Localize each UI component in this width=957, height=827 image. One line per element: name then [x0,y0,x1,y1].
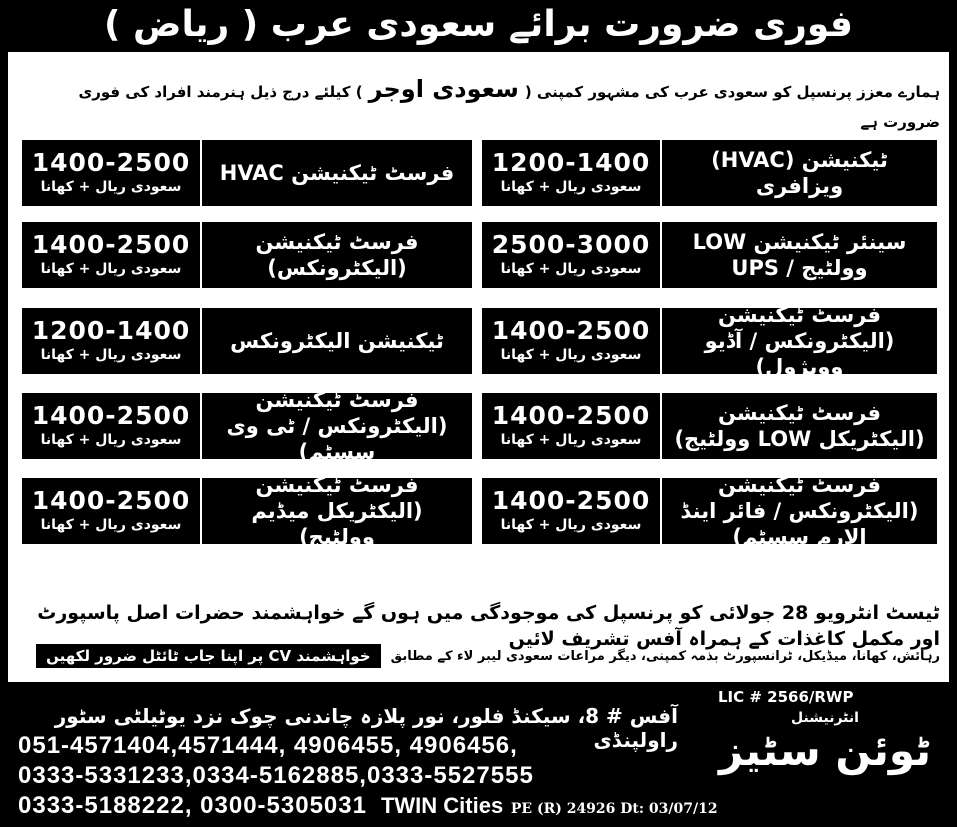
salary-currency: سعودی ریال + کھانا [500,347,642,363]
salary-currency: سعودی ریال + کھانا [40,347,182,363]
salary-block [22,222,202,288]
pe-reference: PE (R) 24926 Dt: 03/07/12 [510,801,718,817]
salary-currency: سعودی ریال + کھانا [500,517,642,533]
job-box [482,303,937,379]
phone-line-2: 0333-5331233,0334-5162885,0333-5527555 [18,762,534,789]
salary-range: 1400-2500 [31,230,191,259]
ad-body [6,50,951,684]
job-title: فرسٹ ٹیکنیشن (الیکٹرونکس / ٹی وی سسٹم) [226,388,448,464]
salary-block [482,140,662,206]
salary-block [482,393,662,459]
salary-block [482,478,662,544]
salary-currency: سعودی ریال + کھانا [40,517,182,533]
intro-text [18,74,940,137]
salary-currency: سعودی ریال + کھانا [500,179,642,195]
agency-logo [700,710,950,776]
job-box [22,388,472,464]
salary-range: 1400-2500 [31,486,191,515]
job-box [482,222,937,288]
interview-note: ٹیسٹ انٹرویو 28 جولائی کو پرنسپل کی موجودگی میں ہوں گے خواہشمند حضرات اصل پاسپورٹ اور مکمل کاغذات کے ہمراہ آفس تشریف لائیں [37,602,940,650]
phone-line-3-row [18,792,718,820]
salary-range: 1400-2500 [491,316,651,345]
job-box [482,393,937,459]
salary-range: 2500-3000 [491,230,651,259]
benefits-row [18,644,940,668]
salary-range: 1200-1400 [491,148,651,177]
job-box [482,473,937,549]
job-title: فرسٹ ٹیکنیشن (الیکٹریکل LOW وولٹیج) [674,401,925,451]
salary-block [22,308,202,374]
job-title: سینئر ٹیکنیشن LOW وولٹیج / UPS [692,230,907,280]
footer [0,686,957,827]
salary-range: 1400-2500 [31,401,191,430]
salary-range: 1400-2500 [491,486,651,515]
job-box [22,222,472,288]
ad-headline: فوری ضرورت برائے سعودی عرب ( ریاض ) [104,4,853,45]
intro-before: ہمارے معزز پرنسپل کو سعودی عرب کی مشہور کمپنی ( [524,83,940,101]
phone-line-1: 051-4571404,4571444, 4906455, 4906456, [18,732,518,759]
salary-currency: سعودی ریال + کھانا [500,432,642,448]
salary-block [22,140,202,206]
job-box [22,308,472,374]
job-title: فرسٹ ٹیکنیشن (الیکٹرونکس / فائر اینڈ الارم سسٹم) [680,473,919,549]
salary-currency: سعودی ریال + کھانا [40,179,182,195]
job-title: فرسٹ ٹیکنیشن (الیکٹریکل میڈیم وولٹیج) [251,473,423,549]
phone-line-3: 0333-5188222, 0300-5305031 [18,792,367,819]
salary-block [22,478,202,544]
agency-subtitle: انٹرنیشنل [791,710,859,726]
salary-range: 1400-2500 [31,148,191,177]
city-label: TWIN Cities [380,793,504,818]
job-box [22,473,472,549]
job-box [482,140,937,206]
job-title: ٹیکنیشن (HVAC) ویزافری [711,148,888,198]
job-title: فرسٹ ٹیکنیشن HVAC [219,161,455,185]
salary-block [22,393,202,459]
job-title: فرسٹ ٹیکنیشن (الیکٹرونکس / آڈیو وویژول) [704,303,895,379]
benefits-note: رہائش، کھانا، میڈیکل، ٹرانسپورٹ بذمہ کمپنی، دیگر مراعات سعودی لیبر لاء کے مطابق [390,648,940,664]
salary-range: 1200-1400 [31,316,191,345]
salary-currency: سعودی ریال + کھانا [500,261,642,277]
company-name: سعودی اوجر [368,75,519,103]
salary-currency: سعودی ریال + کھانا [40,261,182,277]
salary-range: 1400-2500 [491,401,651,430]
salary-currency: سعودی ریال + کھانا [40,432,182,448]
office-address: آفس # 8، سیکنڈ فلور، نور پلازہ چاندنی چوک نزد یوٹیلٹی سٹور راولپنڈی [54,704,678,752]
job-title: فرسٹ ٹیکنیشن (الیکٹرونکس) [255,230,419,280]
salary-block [482,308,662,374]
salary-block [482,222,662,288]
job-box [22,140,472,206]
job-title: ٹیکنیشن الیکٹرونکس [230,329,444,353]
agency-name: ٹوئن سٹیز [718,726,931,775]
intro-after: ) کیلئے درج ذیل ہنرمند افراد کی فوری ضرورت ہے [78,83,940,131]
cv-note: خواہشمند CV پر اپنا جاب ٹائٹل ضرور لکھیں [36,644,381,668]
license-number: LIC # 2566/RWP [718,688,854,706]
